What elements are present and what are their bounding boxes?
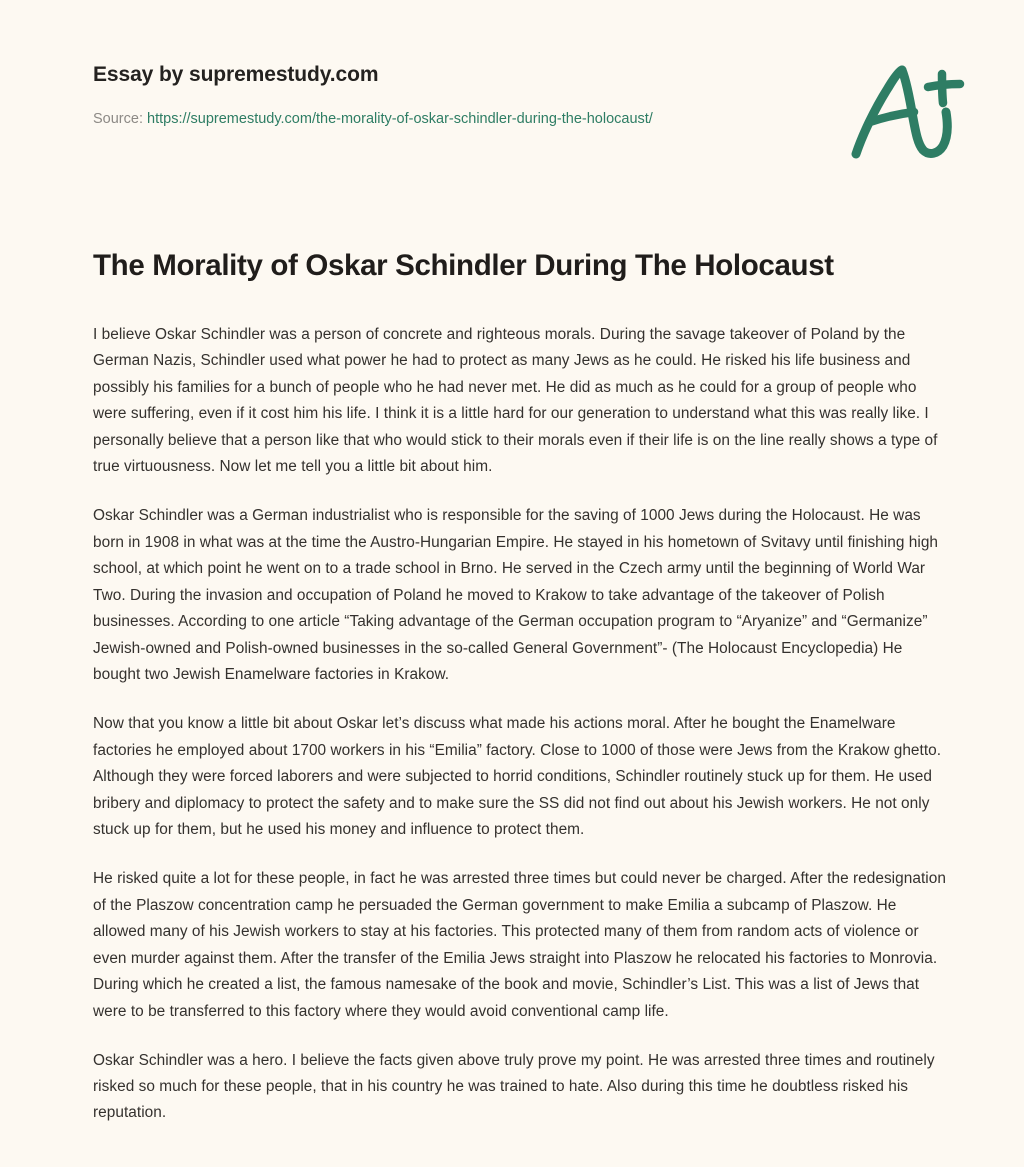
page-title: The Morality of Oskar Schindler During The Holocaust bbox=[93, 249, 834, 282]
paragraph: Now that you know a little bit about Oskar let’s discuss what made his actions moral. After he bought the Enamelware factories he employed about 1700 workers in his “Emilia” factory. Close to 1000 of those were Jews from the Krakow ghetto. Although they were forced laborers and were subjected to horrid conditions, Schindler routinely stuck up for them. He used bribery and diplomacy to protect the safety and to make sure the SS did not find out about his Jewish workers. He not only stuck up for them, but he used his money and influence to protect them. bbox=[93, 715, 942, 839]
paragraph: Oskar Schindler was a hero. I believe the facts given above truly prove my point. He was arrested three times and routinely risked so much for these people, that in his country he was trained to hate. Also during this time he doubtless risked his reputation. bbox=[93, 1051, 935, 1122]
paragraph: He risked quite a lot for these people, in fact he was arrested three times but could never be charged. After the redesignation of the Plaszow concentration camp he persuaded the German government to make Emilia a subcamp of Plaszow. He allowed many of his Jewish workers to stay at his factories. This protected many of them from random acts of violence or even murder against them. After the transfer of the Emilia Jews straight into Plaszow he relocated his factories to Monrovia. During which he created a list, the famous namesake of the book and movie, Schindler’s List. This was a list of Jews that were to be transferred to this factory where they would avoid conventional camp life. bbox=[93, 870, 946, 1020]
essay-byline: Essay by supremestudy.com bbox=[93, 63, 379, 86]
a-plus-logo-icon bbox=[844, 58, 976, 162]
paragraph: I believe Oskar Schindler was a person of concrete and righteous morals. During the savage takeover of Poland by the German Nazis, Schindler used what power he had to protect as many Jews as he could. He risked his life business and possibly his families for a bunch of people who he had never met. He did as much as he could for a group of people who were suffering, even if it cost him his life. I think it is a little hard for our generation to understand what this was really like. I personally believe that a person like that who would stick to their morals even if their life is on the line really shows a type of true virtuousness. Now let me tell you a little bit about him. bbox=[93, 325, 938, 476]
page-header bbox=[0, 0, 1024, 166]
source-label: Source: bbox=[93, 111, 143, 128]
a-plus-logo bbox=[844, 58, 976, 162]
essay-body bbox=[0, 322, 1024, 1167]
source-url-link[interactable]: https://supremestudy.com/the-morality-of-oskar-schindler-during-the-holocaust/ bbox=[147, 111, 653, 128]
source-line bbox=[93, 110, 960, 130]
paragraph: Oskar Schindler was a German industrialist who is responsible for the saving of 1000 Jews during the Holocaust. He was born in 1908 in what was at the time the Austro-Hungarian Empire. He stayed in his hometown of Svitavy until finishing high school, at which point he went on to a trade school in Brno. He served in the Czech army until the beginning of World War Two. During the invasion and occupation of Poland he moved to Krakow to take advantage of the takeover of Polish businesses. According to one article “Taking advantage of the German occupation program to “Aryanize” and “Germanize” Jewish-owned and Polish-owned businesses in the so-called General Government”- (The Holocaust Encyclopedia) He bought two Jewish Enamelware factories in Krakow. bbox=[93, 507, 939, 684]
